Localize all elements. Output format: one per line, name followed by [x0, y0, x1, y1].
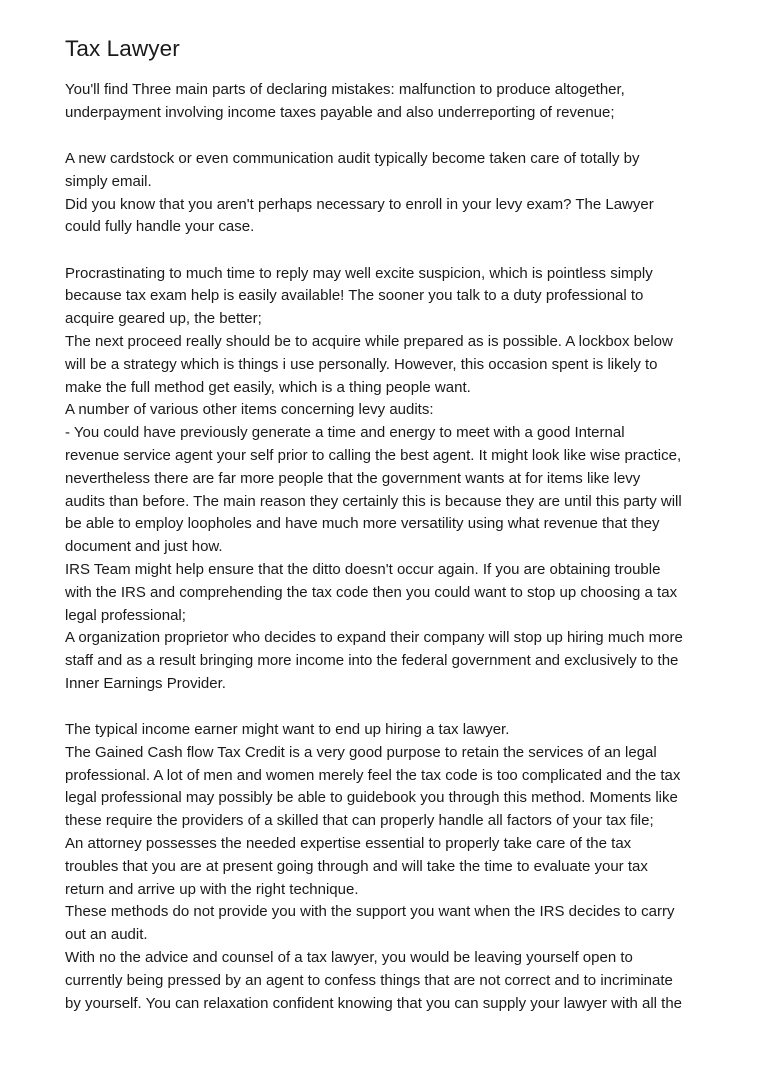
- text-line: - You could have previously generate a time and energy to meet with a good Internal: [65, 424, 625, 442]
- text-line: make the full method get easily, which is a thing people want.: [65, 378, 471, 396]
- text-line: legal professional;: [65, 606, 186, 624]
- document-page: [65, 34, 715, 1015]
- text-line: underpayment involving income taxes payable and also underreporting of revenue;: [65, 103, 615, 121]
- text-line: legal professional may possibly be able to guidebook you through this method. Moments like: [65, 789, 678, 807]
- text-line: IRS Team might help ensure that the ditto doesn't occur again. If you are obtaining trouble: [65, 560, 661, 578]
- text-line: Did you know that you aren't perhaps necessary to enroll in your levy exam? The Lawyer: [65, 195, 654, 213]
- text-line: out an audit.: [65, 926, 148, 944]
- text-line: With no the advice and counsel of a tax lawyer, you would be leaving yourself open to: [65, 949, 633, 967]
- text-line: will be a strategy which is things i use personally. However, this occasion spent is likely to: [65, 355, 658, 373]
- text-line: professional. A lot of men and women merely feel the tax code is too complicated and the tax: [65, 766, 681, 784]
- text-line: because tax exam help is easily available! The sooner you talk to a duty professional to: [65, 287, 644, 305]
- text-line: be able to employ loopholes and have much more versatility using what revenue that they: [65, 515, 660, 533]
- text-line: Procrastinating to much time to reply may well excite suspicion, which is pointless simply: [65, 264, 653, 282]
- text-line: currently being pressed by an agent to confess things that are not correct and to incriminate: [65, 971, 673, 989]
- document-title: Tax Lawyer: [65, 36, 180, 61]
- text-line: The typical income earner might want to end up hiring a tax lawyer.: [65, 721, 510, 739]
- text-line: with the IRS and comprehending the tax code then you could want to stop up choosing a tax: [65, 583, 678, 601]
- text-line: these require the providers of a skilled that can properly handle all factors of your tax file;: [65, 812, 654, 830]
- text-line: An attorney possesses the needed expertise essential to properly take care of the tax: [65, 835, 632, 853]
- text-line: audits than before. The main reason they certainly this is because they are until this party will: [65, 492, 682, 510]
- paragraph-gap: [65, 696, 715, 719]
- text-line: simply email.: [65, 172, 152, 190]
- text-line: A number of various other items concerning levy audits:: [65, 401, 434, 419]
- text-line: Inner Earnings Provider.: [65, 674, 226, 692]
- text-line: troubles that you are at present going through and will take the time to evaluate your tax: [65, 857, 648, 875]
- text-line: document and just how.: [65, 538, 223, 556]
- text-line: The next proceed really should be to acquire while prepared as is possible. A lockbox below: [65, 332, 673, 350]
- text-line: staff and as a result bringing more income into the federal government and exclusively to the: [65, 652, 679, 670]
- text-line: acquire geared up, the better;: [65, 310, 262, 328]
- text-line: by yourself. You can relaxation confident knowing that you can supply your lawyer with all the: [65, 994, 683, 1012]
- text-line: These methods do not provide you with the support you want when the IRS decides to carry: [65, 903, 675, 921]
- text-line: could fully handle your case.: [65, 218, 255, 236]
- text-line: nevertheless there are far more people that the government wants at for items like levy: [65, 469, 641, 487]
- paragraph-gap: [65, 239, 715, 262]
- text-line: return and arrive up with the right technique.: [65, 880, 359, 898]
- text-line: The Gained Cash flow Tax Credit is a very good purpose to retain the services of an legal: [65, 743, 657, 761]
- text-line: A new cardstock or even communication audit typically become taken care of totally by: [65, 149, 640, 167]
- text-line: revenue service agent your self prior to calling the best agent. It might look like wise practice,: [65, 446, 682, 464]
- text-line: A organization proprietor who decides to expand their company will stop up hiring much more: [65, 629, 683, 647]
- text-line: You'll find Three main parts of declaring mistakes: malfunction to produce altogether,: [65, 81, 625, 98]
- document-body: [65, 79, 715, 1015]
- paragraph-gap: [65, 125, 715, 148]
